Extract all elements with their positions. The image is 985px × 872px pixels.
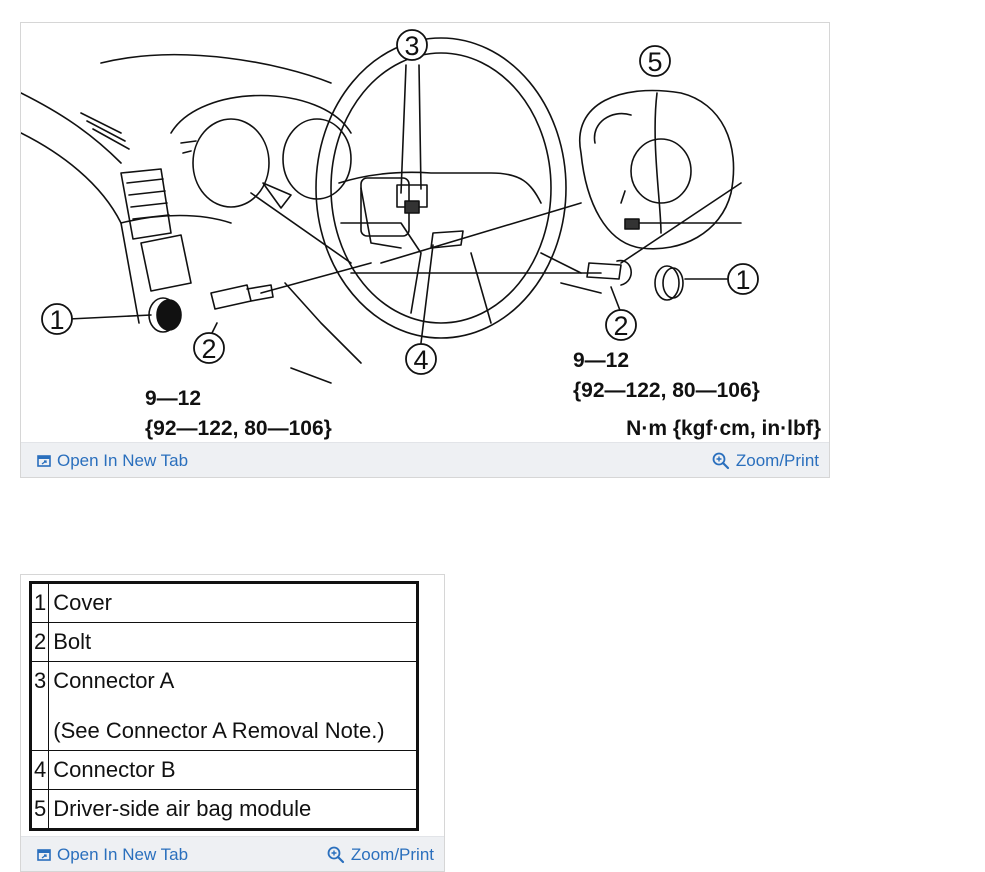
callout-2-left: 2 — [201, 334, 217, 364]
callout-1-right: 1 — [735, 265, 751, 295]
zoom-icon — [327, 846, 345, 864]
legend-note: (See Connector A Removal Note.) — [53, 718, 385, 743]
callout-2-right: 2 — [613, 311, 629, 341]
open-in-new-tab-link[interactable] — [37, 451, 188, 471]
callout-4: 4 — [413, 345, 429, 375]
torque-right-value: 9—12 — [573, 349, 630, 372]
torque-units: N·m {kgf·cm, in·lbf} — [626, 417, 821, 440]
callout-5: 5 — [647, 47, 663, 77]
open-in-new-tab-icon — [37, 455, 51, 467]
callout-3: 3 — [404, 31, 420, 61]
table-row — [31, 583, 418, 623]
zoom-print-link[interactable] — [327, 845, 434, 865]
legend-number: 3 — [31, 662, 49, 751]
legend-number: 2 — [31, 623, 49, 662]
zoom-print-label: Zoom/Print — [350, 845, 434, 864]
legend-action-bar — [21, 836, 444, 871]
legend-description: Driver-side air bag module — [49, 790, 418, 830]
torque-left-value: 9—12 — [145, 387, 202, 410]
zoom-print-label: Zoom/Print — [735, 451, 819, 470]
open-in-new-tab-label: Open In New Tab — [57, 845, 189, 864]
legend-area — [21, 575, 444, 837]
torque-left-converted: {92—122, 80—106} — [145, 417, 332, 440]
zoom-icon — [712, 452, 730, 470]
open-in-new-tab-icon — [37, 849, 51, 861]
legend-description-multiline — [49, 662, 418, 751]
table-row — [31, 623, 418, 662]
legend-description: Connector A — [53, 668, 175, 693]
legend-number: 5 — [31, 790, 49, 830]
legend-description: Cover — [49, 583, 418, 623]
open-in-new-tab-link[interactable] — [37, 845, 188, 865]
callout-circles — [42, 30, 758, 374]
parts-legend-table — [29, 581, 419, 831]
diagram-action-bar — [21, 442, 829, 477]
table-row — [31, 662, 418, 751]
airbag-removal-diagram — [21, 23, 829, 443]
legend-card — [20, 574, 445, 872]
legend-description: Connector B — [49, 751, 418, 790]
table-row — [31, 751, 418, 790]
legend-description: Bolt — [49, 623, 418, 662]
torque-right-converted: {92—122, 80—106} — [573, 379, 760, 402]
diagram-drawing — [21, 23, 829, 443]
legend-number: 4 — [31, 751, 49, 790]
zoom-print-link[interactable] — [712, 451, 819, 471]
open-in-new-tab-label: Open In New Tab — [57, 451, 189, 470]
diagram-card — [20, 22, 830, 478]
legend-number: 1 — [31, 583, 49, 623]
callout-1-left: 1 — [49, 305, 65, 335]
table-row — [31, 790, 418, 830]
